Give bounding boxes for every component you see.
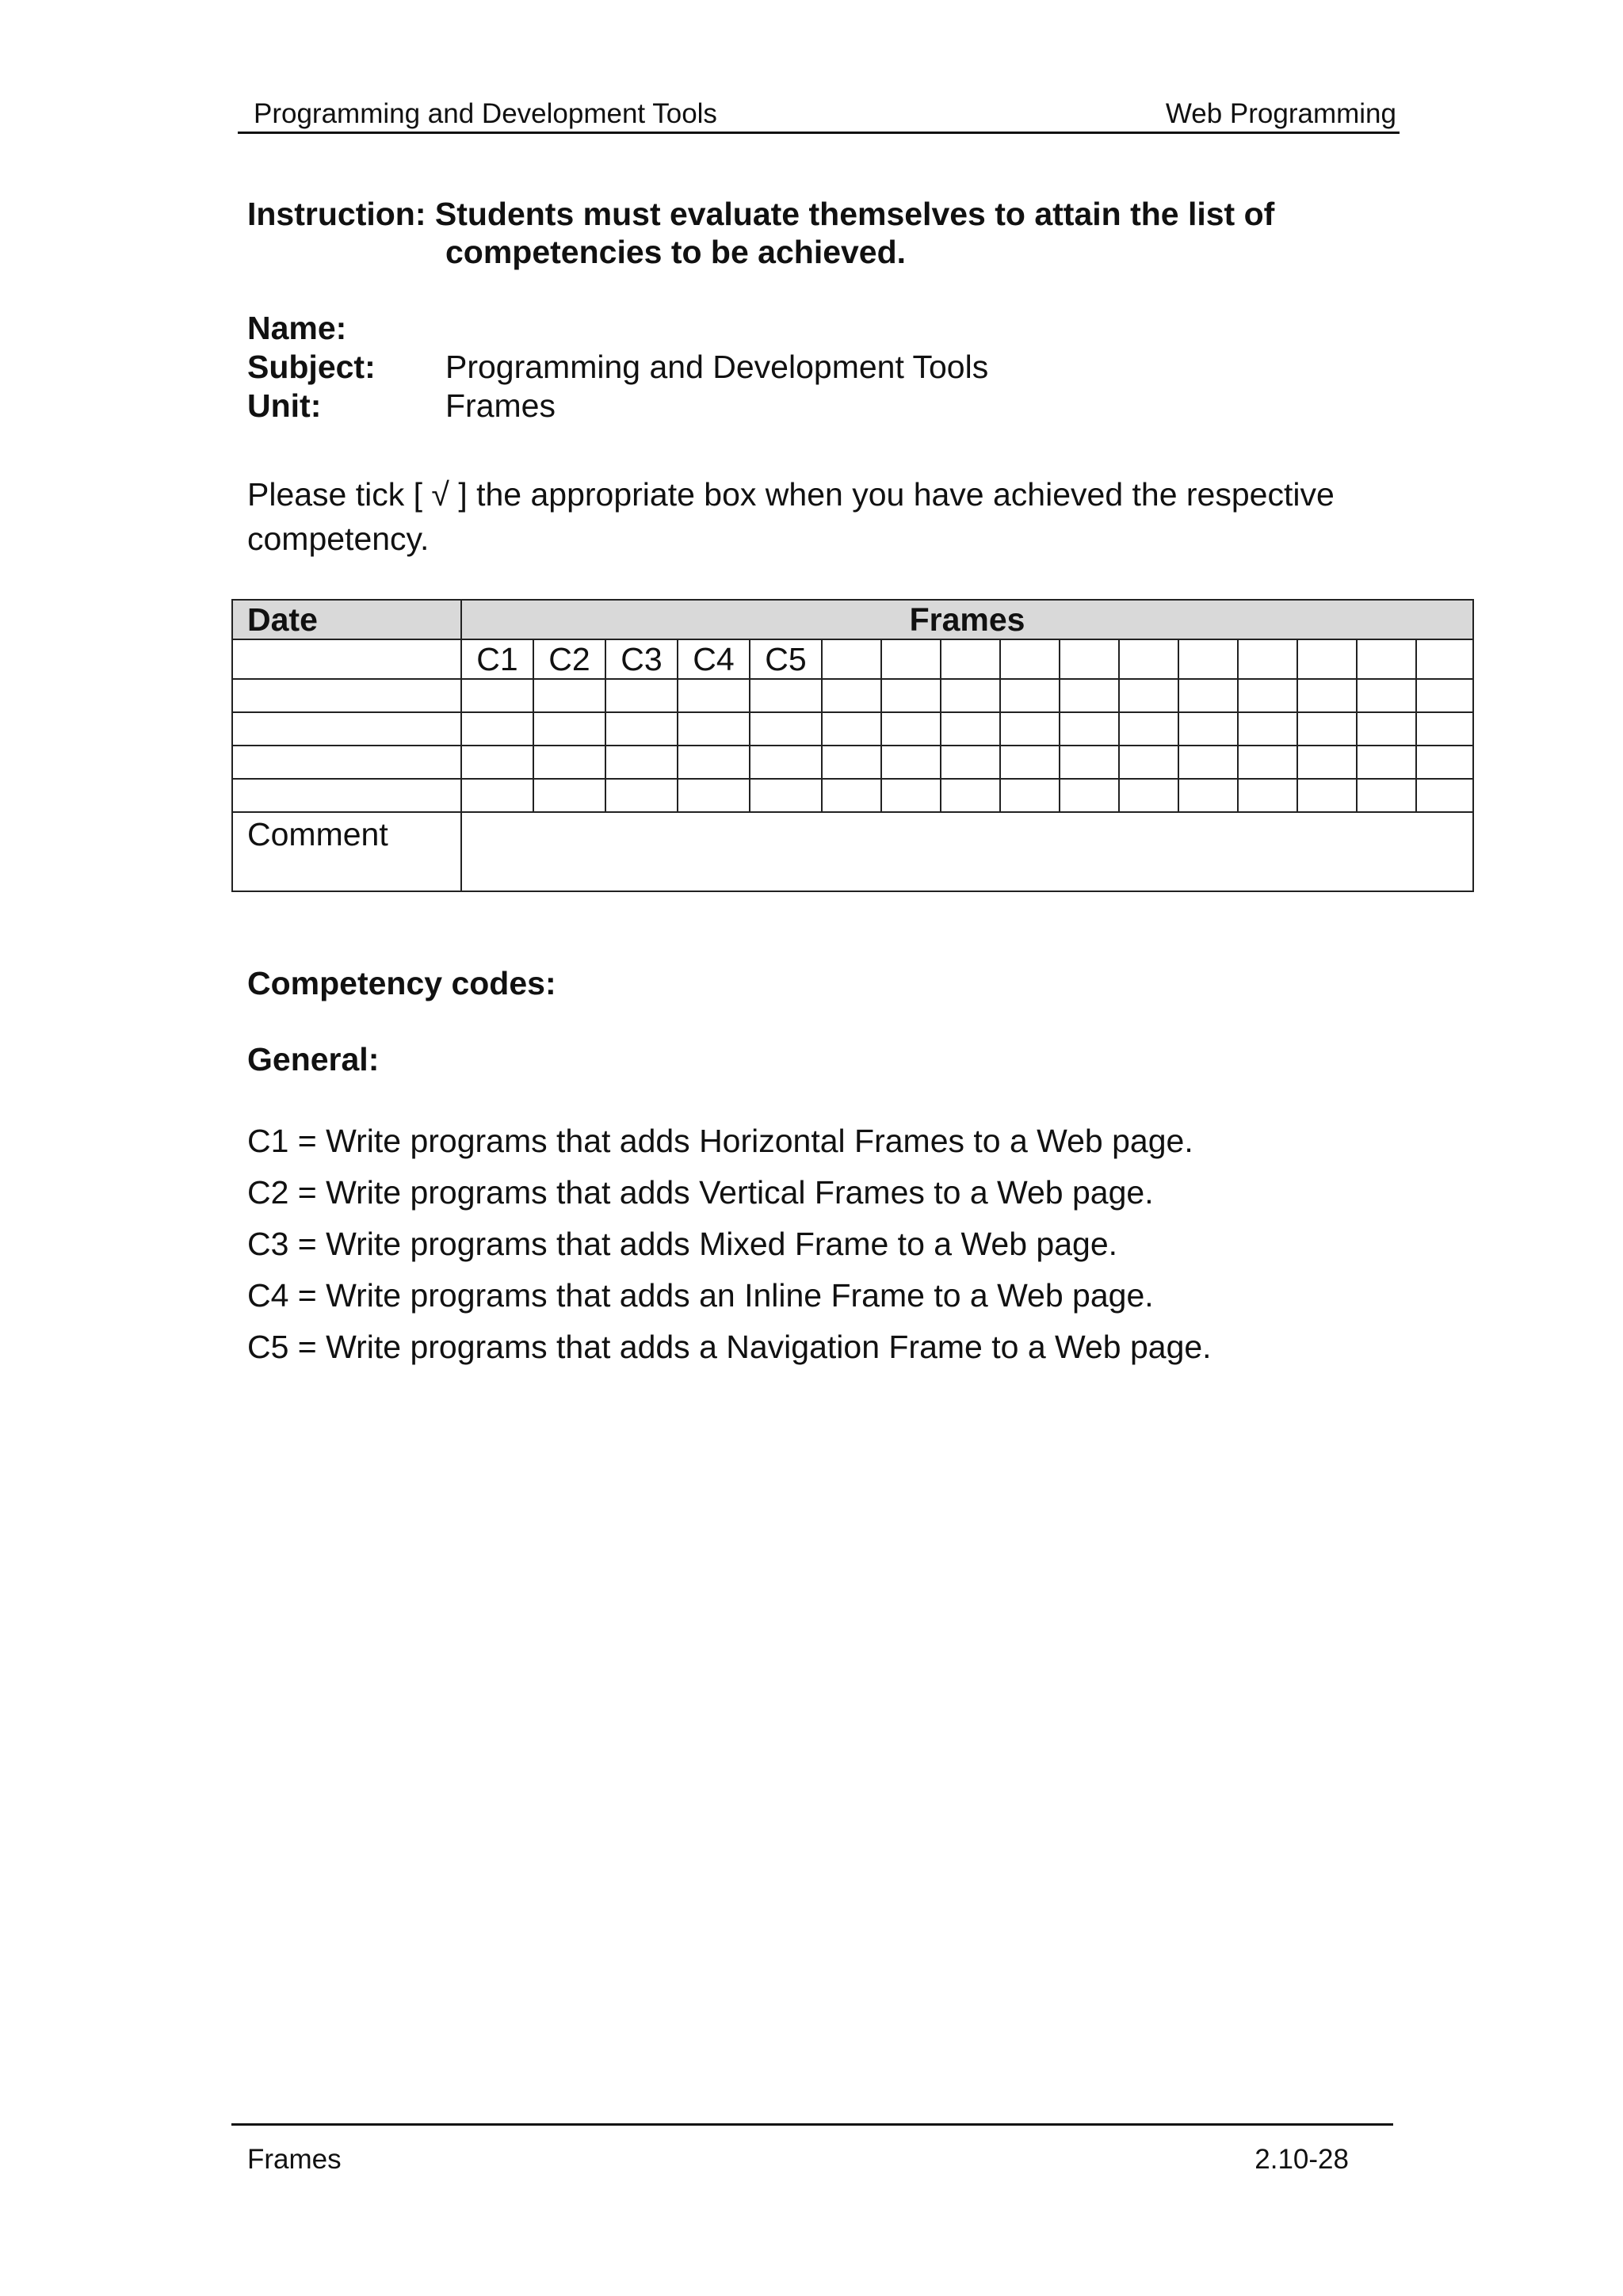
tick-row	[232, 679, 1473, 712]
tick-box[interactable]	[1238, 679, 1297, 712]
date-header: Date	[232, 600, 461, 639]
tick-box[interactable]	[605, 746, 678, 779]
instruction-line-1: Instruction: Students must evaluate themselves to attain the list of	[247, 196, 1275, 232]
code-header-cell	[1238, 639, 1297, 679]
tick-box[interactable]	[1000, 679, 1060, 712]
tick-box[interactable]	[533, 712, 605, 746]
tick-box[interactable]	[461, 779, 533, 812]
tick-box[interactable]	[750, 779, 822, 812]
tick-box[interactable]	[822, 779, 881, 812]
competency-codes-title: Competency codes:	[247, 965, 556, 1001]
competency-item: C3 = Write programs that adds Mixed Frame to a Web page.	[247, 1226, 1118, 1262]
tick-box[interactable]	[1297, 679, 1357, 712]
frames-header: Frames	[461, 600, 1473, 639]
code-header-cell	[941, 639, 1000, 679]
date-cell[interactable]	[232, 779, 461, 812]
tick-box[interactable]	[1000, 746, 1060, 779]
tick-box[interactable]	[881, 746, 941, 779]
page-header-left: Programming and Development Tools	[254, 98, 717, 129]
tick-row	[232, 779, 1473, 812]
tick-box[interactable]	[1178, 712, 1238, 746]
tick-box[interactable]	[1357, 746, 1416, 779]
code-header-cell	[822, 639, 881, 679]
tick-box[interactable]	[750, 712, 822, 746]
tick-box[interactable]	[1416, 746, 1473, 779]
code-header-cell	[1297, 639, 1357, 679]
tick-box[interactable]	[881, 679, 941, 712]
tick-box[interactable]	[461, 679, 533, 712]
tick-box[interactable]	[1416, 679, 1473, 712]
code-header-cell: C2	[533, 639, 605, 679]
tick-box[interactable]	[1238, 746, 1297, 779]
code-header-cell	[1178, 639, 1238, 679]
tick-box[interactable]	[822, 712, 881, 746]
subject-value: Programming and Development Tools	[445, 349, 989, 385]
tick-box[interactable]	[750, 746, 822, 779]
unit-value: Frames	[445, 387, 556, 424]
meta-row-subject	[247, 348, 988, 387]
tick-instruction: Please tick [ √ ] the appropriate box when you have achieved the respective competency.	[247, 476, 1335, 557]
tick-box[interactable]	[941, 679, 1000, 712]
tick-box[interactable]	[461, 712, 533, 746]
tick-box[interactable]	[1238, 712, 1297, 746]
competency-list	[247, 1116, 1212, 1373]
tick-box[interactable]	[1297, 779, 1357, 812]
tick-box[interactable]	[1416, 779, 1473, 812]
code-header-cell: C5	[750, 639, 822, 679]
tick-box[interactable]	[533, 779, 605, 812]
competency-item: C1 = Write programs that adds Horizontal Frames to a Web page.	[247, 1123, 1193, 1159]
general-title: General:	[247, 1041, 380, 1077]
tick-box[interactable]	[1060, 779, 1119, 812]
self-evaluation-table	[231, 599, 1474, 892]
tick-box[interactable]	[678, 712, 750, 746]
tick-box[interactable]	[461, 746, 533, 779]
tick-box[interactable]	[1000, 779, 1060, 812]
tick-box[interactable]	[1178, 779, 1238, 812]
name-label: Name:	[247, 310, 347, 346]
tick-box[interactable]	[1357, 779, 1416, 812]
unit-label: Unit:	[247, 387, 322, 424]
tick-box[interactable]	[1119, 679, 1178, 712]
tick-box[interactable]	[1060, 712, 1119, 746]
code-header-cell: C1	[461, 639, 533, 679]
tick-box[interactable]	[1178, 679, 1238, 712]
tick-box[interactable]	[750, 679, 822, 712]
date-cell[interactable]	[232, 746, 461, 779]
tick-box[interactable]	[881, 779, 941, 812]
code-header-cell: C3	[605, 639, 678, 679]
tick-box[interactable]	[1000, 712, 1060, 746]
tick-box[interactable]	[941, 712, 1000, 746]
meta-row-unit	[247, 387, 988, 425]
meta-row-name	[247, 309, 988, 348]
code-header-cell	[881, 639, 941, 679]
tick-box[interactable]	[1178, 746, 1238, 779]
tick-box[interactable]	[1119, 712, 1178, 746]
page-footer-left: Frames	[247, 2144, 342, 2175]
tick-box[interactable]	[1297, 712, 1357, 746]
date-cell[interactable]	[232, 679, 461, 712]
tick-box[interactable]	[1238, 779, 1297, 812]
code-header-cell	[1416, 639, 1473, 679]
code-header-cell	[1357, 639, 1416, 679]
tick-box[interactable]	[533, 679, 605, 712]
tick-box[interactable]	[941, 746, 1000, 779]
instruction-block	[247, 195, 1274, 271]
tick-box[interactable]	[1357, 679, 1416, 712]
tick-box[interactable]	[1297, 746, 1357, 779]
tick-box[interactable]	[605, 712, 678, 746]
tick-box[interactable]	[881, 712, 941, 746]
tick-box[interactable]	[1060, 679, 1119, 712]
comment-row	[232, 812, 1473, 891]
comment-field[interactable]	[461, 812, 1473, 891]
page-footer-right: 2.10-28	[1254, 2144, 1349, 2175]
comment-label: Comment	[232, 812, 461, 891]
tick-row	[232, 746, 1473, 779]
tick-box[interactable]	[605, 779, 678, 812]
tick-box[interactable]	[822, 746, 881, 779]
tick-box[interactable]	[533, 746, 605, 779]
tick-box[interactable]	[822, 679, 881, 712]
competency-item: C5 = Write programs that adds a Navigation Frame to a Web page.	[247, 1329, 1212, 1365]
meta-block	[247, 309, 988, 425]
tick-box[interactable]	[678, 746, 750, 779]
tick-box[interactable]	[1060, 746, 1119, 779]
tick-box[interactable]	[605, 679, 678, 712]
competency-item: C4 = Write programs that adds an Inline Frame to a Web page.	[247, 1277, 1154, 1314]
footer-divider	[231, 2123, 1393, 2126]
code-header-cell: C4	[678, 639, 750, 679]
tick-box[interactable]	[1119, 779, 1178, 812]
subject-label: Subject:	[247, 349, 376, 385]
competency-codes-row	[232, 639, 1473, 679]
header-divider	[238, 132, 1400, 134]
date-cell[interactable]	[232, 712, 461, 746]
tick-box[interactable]	[678, 779, 750, 812]
tick-box[interactable]	[1357, 712, 1416, 746]
page-header-right: Web Programming	[1165, 98, 1396, 129]
code-header-cell	[1060, 639, 1119, 679]
tick-box[interactable]	[1119, 746, 1178, 779]
code-header-cell	[1119, 639, 1178, 679]
competency-item: C2 = Write programs that adds Vertical Frames to a Web page.	[247, 1174, 1154, 1211]
instruction-line-2: competencies to be achieved.	[445, 234, 907, 270]
date-cell	[232, 639, 461, 679]
tick-row	[232, 712, 1473, 746]
tick-box[interactable]	[678, 679, 750, 712]
tick-box[interactable]	[941, 779, 1000, 812]
code-header-cell	[1000, 639, 1060, 679]
tick-box[interactable]	[1416, 712, 1473, 746]
table-header-row	[232, 600, 1473, 639]
